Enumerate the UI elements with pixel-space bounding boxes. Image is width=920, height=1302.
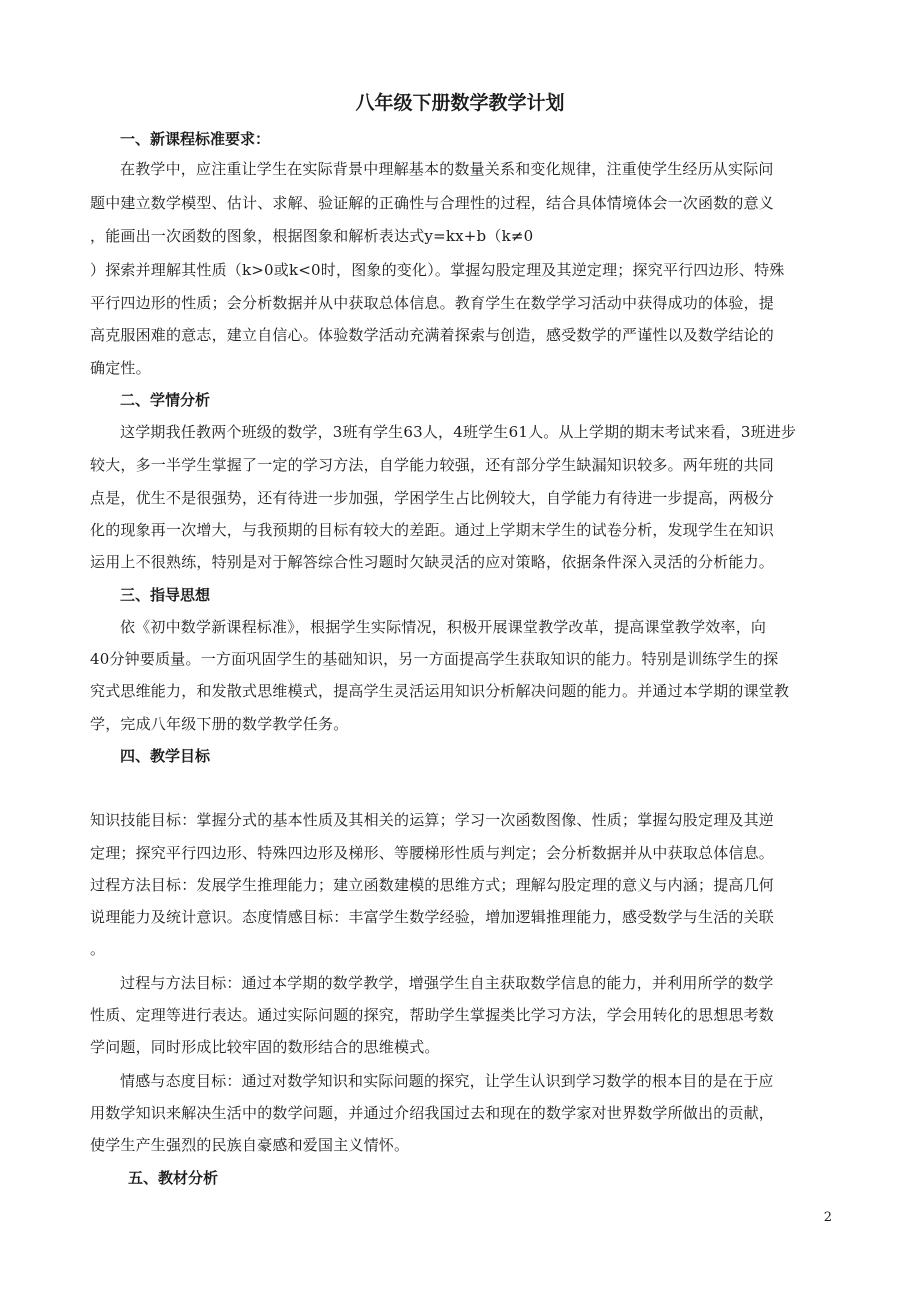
paragraph-line: 确定性。 <box>90 359 151 377</box>
section-heading-3: 三、指导思想 <box>120 586 211 604</box>
paragraph-line: 运用上不很熟练，特别是对于解答综合性习题时欠缺灵活的应对策略，依据条件深入灵活的分析能力。 <box>90 553 775 571</box>
paragraph-line: 题中建立数学模型、估计、求解、验证解的正确性与合理性的过程，结合具体情境体会一次函数的意义 <box>90 194 775 212</box>
section-heading-5: 五、教材分析 <box>128 1169 219 1187</box>
paragraph-line: 40分钟要质量。一方面巩固学生的基础知识，另一方面提高学生获取知识的能力。特别是训练学生的探 <box>90 650 779 668</box>
paragraph-line: 用数学知识来解决生活中的数学问题，并通过介绍我国过去和现在的数学家对世界数学所做出的贡献， <box>90 1104 775 1122</box>
paragraph-line: 过程与方法目标：通过本学期的数学教学，增强学生自主获取数学信息的能力，并利用所学的数学 <box>120 974 774 992</box>
paragraph-line: ）探索并理解其性质（k>0或k<0时，图象的变化）。掌握勾股定理及其逆定理；探究平行四边形、特殊 <box>90 261 785 279</box>
paragraph-line: 情感与态度目标：通过对数学知识和实际问题的探究，让学生认识到学习数学的根本目的是在于应 <box>120 1072 774 1090</box>
paragraph-line: 使学生产生强烈的民族自豪感和爱国主义情怀。 <box>90 1136 410 1154</box>
paragraph-line: 高克服困难的意志，建立自信心。体验数学活动充满着探索与创造，感受数学的严谨性以及数学结论的 <box>90 326 775 344</box>
section-heading-2: 二、学情分析 <box>120 391 211 409</box>
paragraph-line: 学，完成八年级下册的数学教学任务。 <box>90 715 349 733</box>
paragraph-line: 化的现象再一次增大，与我预期的目标有较大的差距。通过上学期末学生的试卷分析，发现学生在知识 <box>90 521 775 539</box>
paragraph-line: 在教学中，应注重让学生在实际背景中理解基本的数量关系和变化规律，注重使学生经历从实际问 <box>120 160 774 178</box>
paragraph-line: 这学期我任教两个班级的数学，3班有学生63人，4班学生61人。从上学期的期末考试来看，3班进步 <box>120 423 797 441</box>
paragraph-line: 过程方法目标：发展学生推理能力；建立函数建模的思维方式；理解勾股定理的意义与内涵；提高几何 <box>90 876 775 894</box>
paragraph-line: 点是，优生不是很强势，还有待进一步加强，学困学生占比例较大，自学能力有待进一步提高，两极分 <box>90 489 775 507</box>
paragraph-line: 学问题，同时形成比较牢固的数形结合的思维模式。 <box>90 1038 440 1056</box>
paragraph-line: 性质、定理等进行表达。通过实际问题的探究，帮助学生掌握类比学习方法，学会用转化的思想思考数 <box>90 1006 775 1024</box>
page-number: 2 <box>823 1210 832 1225</box>
paragraph-line: ，能画出一次函数的图象，根据图象和解析表达式y=kx+b（k≠0 <box>90 227 534 245</box>
paragraph-line: 定理；探究平行四边形、特殊四边形及梯形、等腰梯形性质与判定；会分析数据并从中获取总体信息。 <box>90 844 775 862</box>
paragraph-line: 平行四边形的性质；会分析数据并从中获取总体信息。教育学生在数学学习活动中获得成功的体验，提 <box>90 294 775 312</box>
paragraph-line: 依《初中数学新课程标准》，根据学生实际情况，积极开展课堂教学改革，提高课堂教学效率，向 <box>120 618 767 636</box>
paragraph-line: 知识技能目标：掌握分式的基本性质及其相关的运算；学习一次函数图像、性质；掌握勾股定理及其逆 <box>90 811 775 829</box>
page-title: 八年级下册数学教学计划 <box>355 92 565 114</box>
paragraph-line: 说理能力及统计意识。态度情感目标：丰富学生数学经验，增加逻辑推理能力，感受数学与生活的关联 <box>90 908 775 926</box>
section-heading-1: 一、新课程标准要求： <box>120 130 271 148</box>
paragraph-line: 究式思维能力，和发散式思维模式，提高学生灵活运用知识分析解决问题的能力。并通过本学期的课堂教 <box>90 682 790 700</box>
section-heading-4: 四、教学目标 <box>120 747 211 765</box>
paragraph-line: 。 <box>90 940 106 958</box>
paragraph-line: 较大，多一半学生掌握了一定的学习方法，自学能力较强，还有部分学生缺漏知识较多。两年班的共同 <box>90 456 775 474</box>
